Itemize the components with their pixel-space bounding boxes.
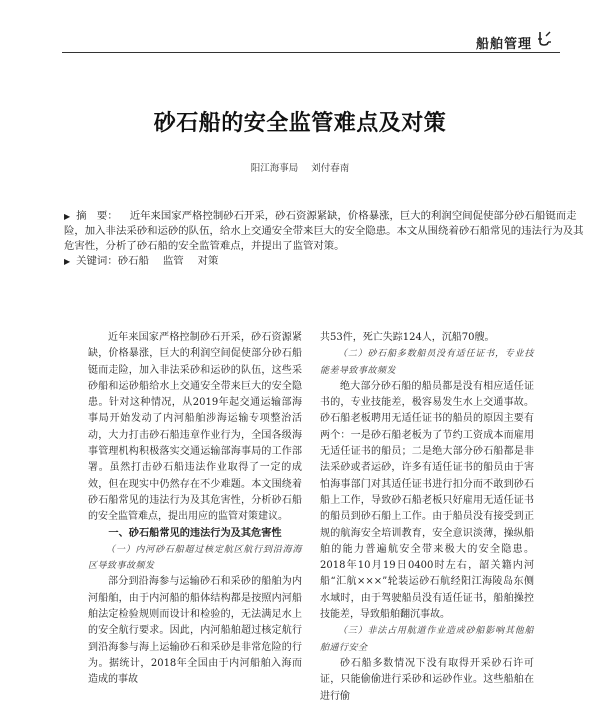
subsection-heading: （一）内河砂石船超过核定航区航行到沿海海区导致事故频发	[88, 544, 302, 572]
subsection-heading: （二）砂石船多数船员没有适任证书，专业技能差导致事故频发	[320, 349, 534, 376]
section-heading: 一、砂石船常见的违法行为及其危害性	[108, 527, 282, 539]
keywords	[64, 254, 592, 269]
intro-paragraph: 近年来国家严格控制砂石开采，砂石资源紧缺，价格暴涨，巨大的利润空间促使部分砂石船铤而走险，加入非法采砂和运砂的队伍，这些采砂船和运砂船给水上交通安全带来巨大的安全隐患。针对这种情况，从2019年起交通运输部海事局开始发动了内河船舶涉海运输专项整治活动，大力打击砂石船违章作业行为，全国各级海事管理机构积极落实交通运输部海事局的工作部署。虽然打击砂石船违法作业取得了一定的成效，但在现实中仍然存在不少难题。本文围绕着砂石船常见的违法行为及其危害性，分析砂石船的安全监管难点，提出用应的监管对策建议。	[88, 332, 302, 523]
body-paragraph: 部分到沿海参与运输砂石和采砂的船舶为内河船舶，由于内河船的船体结构都是按照内河船舶法定检验规则而设计和检验的，无法满足水上的安全航行要求。因此，内河船舶超过核定航行到沿海参与海上运输砂石和采砂是非常危险的行为。据统计，2018年全国由于内河船舶入海而造成的事故	[88, 576, 302, 686]
article-title: 砂石船的安全监管难点及对策	[153, 111, 447, 136]
section-label: 船舶管理	[475, 37, 532, 52]
left-column	[88, 330, 302, 689]
triangle-bullet-icon: ▶	[64, 257, 71, 266]
keyword: 监管	[162, 255, 184, 267]
page-header	[0, 0, 600, 60]
right-column	[320, 330, 534, 705]
abstract-text: 近年来国家严格控制砂石开采，砂石资源紧缺，价格暴涨，巨大的利润空间促使部分砂石船铤而走险，加入非法采砂和运砂的队伍，给水上交通安全带来巨大的安全隐患。本文从围绕着砂石船常见的违法行为及其危害性，分析了砂石船的安全监管难点，并提出了监管对策。	[64, 210, 584, 252]
abstract-block	[64, 209, 592, 269]
header-rule	[62, 52, 560, 53]
triangle-bullet-icon: ▶	[64, 212, 71, 221]
abstract	[64, 209, 592, 254]
keywords-label: 关键词：	[76, 255, 118, 267]
subsection-heading: （三）非法占用航道作业造成砂船影响其他船舶通行安全	[320, 626, 534, 653]
author-line	[0, 160, 600, 174]
keyword: 砂石船	[117, 255, 149, 267]
author-name: 刘付春南	[311, 163, 350, 174]
anchor-icon	[536, 30, 552, 48]
body-paragraph: 绝大部分砂石船的船员都是没有相应适任证书的，专业技能差，极容易发生水上交通事故。砂石船老板聘用无适任证书的船员的原因主要有两个：一是砂石船老板为了节约工资成本而雇用无适任证书的船员；二是绝大部分砂石船都是非法采砂或者运砂，许多有适任证书的船员由于害怕海事部门对其适任证书进行扣分而不敢到砂石船上工作，导致砂石船老板只好雇用无适任证书的船员到砂石船上工作。由于船员没有接受到正规的航海安全培训教育，安全意识淡薄，操纵船舶的能力普遍航安全带来极大的安全隐患。2018年10月19日0400时左右，韶关籍内河船“汇航×××”轮装运砂石航经阳江海陵岛东侧水域时，由于驾驶船员没有适任证书，船舶操控技能差，导致船舶翻沉事故。	[320, 380, 534, 621]
author-affiliation: 阳江海事局	[250, 163, 299, 174]
abstract-label: 摘 要：	[76, 210, 118, 222]
keyword: 对策	[197, 255, 219, 267]
body-paragraph: 砂石船多数情况下没有取得开采砂石许可证，只能偷偷进行采砂和运砂作业。这些船舶在进行偷	[320, 657, 534, 702]
body-paragraph: 共53件，死亡失踪124人，沉船70艘。	[320, 332, 495, 343]
